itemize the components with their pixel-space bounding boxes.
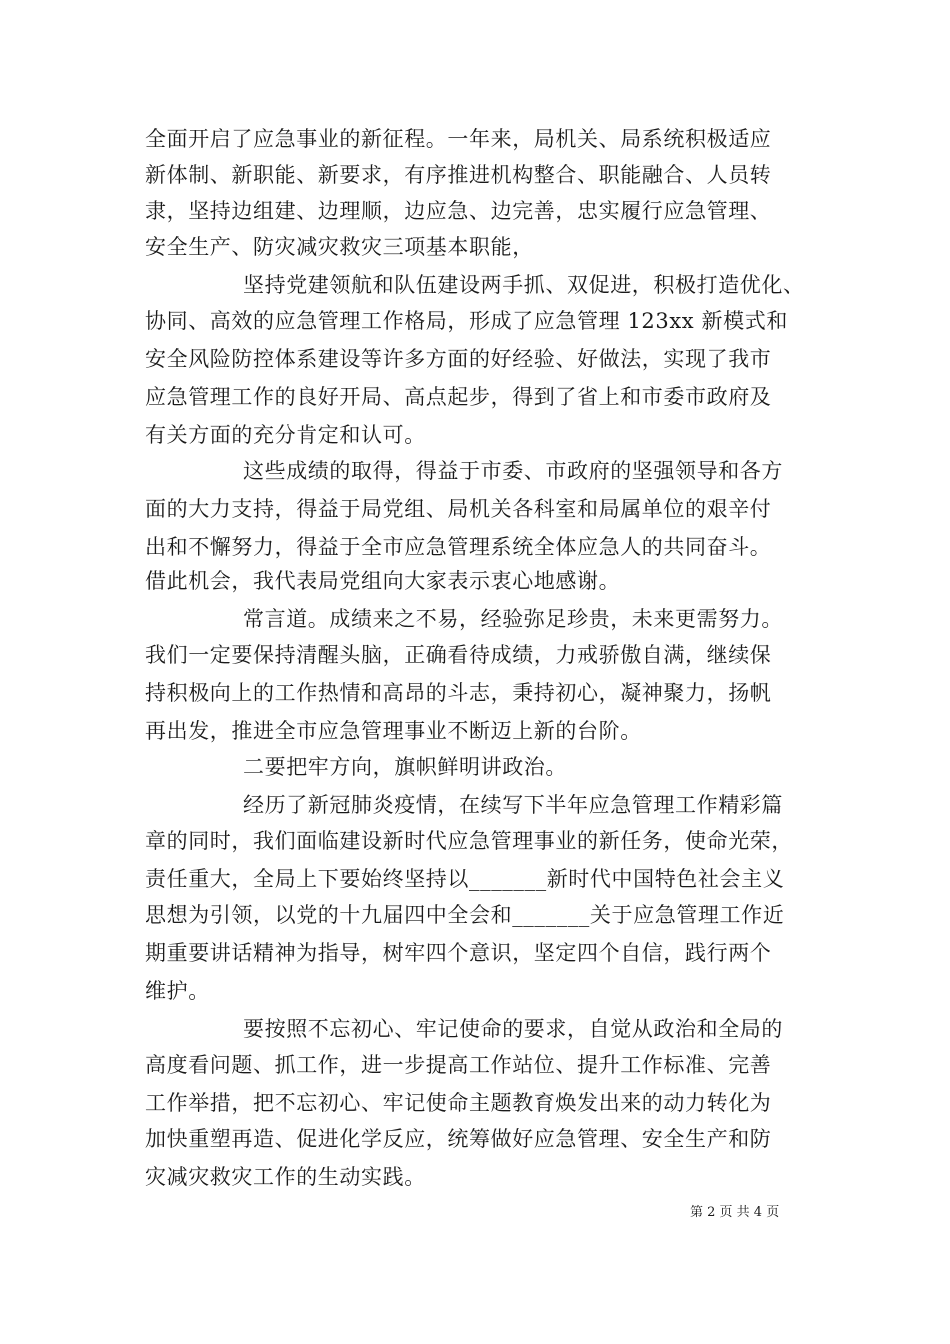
text-line: 期重要讲话精神为指导，树牢四个意识，坚定四个自信，践行两个 (145, 941, 772, 965)
text-line: 维护。 (145, 979, 210, 1003)
text-line: 隶，坚持边组建、边理顺，边应急、边完善，忠实履行应急管理、 (145, 199, 772, 223)
paragraph-start-line: 要按照不忘初心、牢记使命的要求，自觉从政治和全局的 (243, 1017, 783, 1041)
text-line: 出和不懈努力，得益于全市应急管理系统全体应急人的共同奋斗。 (145, 535, 772, 559)
text-line: 高度看问题、抓工作，进一步提高工作站位、提升工作标准、完善 (145, 1053, 772, 1077)
text-line: 工作举措，把不忘初心、牢记使命主题教育焕发出来的动力转化为 (145, 1091, 772, 1115)
text-line: 新体制、新职能、新要求，有序推进机构整合、职能融合、人员转 (145, 163, 772, 187)
text-line: 加快重塑再造、促进化学反应，统筹做好应急管理、安全生产和防 (145, 1127, 772, 1151)
text-line: 责任重大，全局上下要始终坚持以_______新时代中国特色社会主义 (145, 867, 785, 891)
text-line: 持积极向上的工作热情和高昂的斗志，秉持初心，凝神聚力，扬帆 (145, 681, 772, 705)
paragraph-start-line: 这些成绩的取得，得益于市委、市政府的坚强领导和各方 (243, 459, 783, 483)
paragraph-start-line: 常言道。成绩来之不易，经验弥足珍贵，未来更需努力。 (243, 607, 783, 631)
text-line: 协同、高效的应急管理工作格局，形成了应急管理 123xx 新模式和 (145, 309, 788, 333)
text-line: 章的同时，我们面临建设新时代应急管理事业的新任务，使命光荣， (145, 829, 793, 853)
text-line: 安全风险防控体系建设等许多方面的好经验、好做法，实现了我市 (145, 347, 772, 371)
text-line: 我们一定要保持清醒头脑，正确看待成绩，力戒骄傲自满，继续保 (145, 643, 772, 667)
page-number-footer: 第 2 页 共 4 页 (690, 1205, 780, 1220)
paragraph-start-line: 坚持党建领航和队伍建设两手抓、双促进，积极打造优化、 (243, 273, 805, 297)
section-heading-line: 二要把牢方向，旗帜鲜明讲政治。 (243, 755, 567, 779)
text-line: 面的大力支持，得益于局党组、局机关各科室和局属单位的艰辛付 (145, 497, 772, 521)
text-line: 借此机会，我代表局党组向大家表示衷心地感谢。 (145, 569, 621, 593)
text-line: 安全生产、防灾减灾救灾三项基本职能， (145, 235, 534, 259)
text-line: 有关方面的充分肯定和认可。 (145, 423, 426, 447)
paragraph-start-line: 经历了新冠肺炎疫情，在续写下半年应急管理工作精彩篇 (243, 793, 783, 817)
text-line: 应急管理工作的良好开局、高点起步，得到了省上和市委市政府及 (145, 385, 772, 409)
text-line: 思想为引领，以党的十九届四中全会和_______关于应急管理工作近 (145, 903, 785, 927)
text-line: 全面开启了应急事业的新征程。一年来，局机关、局系统积极适应 (145, 127, 772, 151)
text-line: 灾减灾救灾工作的生动实践。 (145, 1165, 426, 1189)
text-line: 再出发，推进全市应急管理事业不断迈上新的台阶。 (145, 719, 642, 743)
